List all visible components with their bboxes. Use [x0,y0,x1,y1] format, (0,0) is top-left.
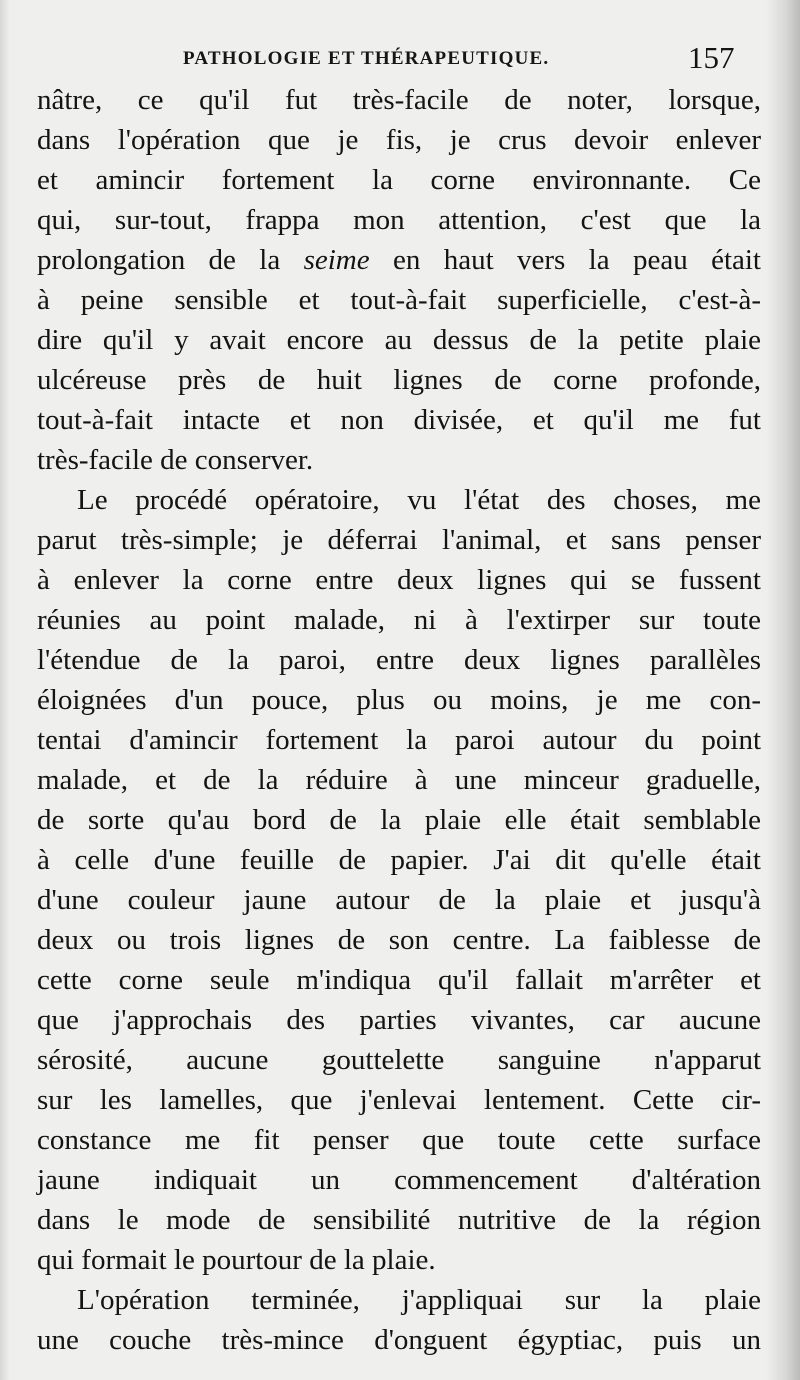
text-line: parut très-simple; je déferrai l'animal, et sans penser [37,524,761,556]
body-text [37,80,761,1360]
text-line: éloignées d'un pouce, plus ou moins, je me con- [37,684,761,716]
running-head: PATHOLOGIE ET THÉRAPEUTIQUE. [183,48,550,69]
text-line: une couche très-mince d'onguent égyptiac, puis un [37,1324,761,1356]
text-line: ulcéreuse près de huit lignes de corne profonde, [37,364,761,396]
page-edge-shadow [0,0,10,1380]
text-line: réunies au point malade, ni à l'extirper sur toute [37,604,761,636]
text-line: l'étendue de la paroi, entre deux lignes parallèles [37,644,761,676]
text-line: sur les lamelles, que j'enlevai lentement. Cette cir- [37,1084,761,1116]
page-number: 157 [688,40,735,75]
text-line: qui, sur-tout, frappa mon attention, c'est que la [37,204,761,236]
text-line: très-facile de conserver. [37,444,314,476]
text-line: à enlever la corne entre deux lignes qui se fussent [37,564,761,596]
text-line: d'une couleur jaune autour de la plaie et jusqu'à [37,884,761,916]
text-line: deux ou trois lignes de son centre. La faiblesse de [37,924,761,956]
paragraph-2 [37,480,761,1280]
text-line: L'opération terminée, j'appliquai sur la plaie [77,1284,761,1316]
text-line: malade, et de la réduire à une minceur graduelle, [37,764,761,796]
italic-term: seime [303,244,370,276]
paragraph-3 [37,1280,761,1360]
text-run: en haut vers la peau était [369,244,761,276]
text-line: dans l'opération que je fis, je crus devoir enlever [37,124,761,156]
text-line [37,240,761,280]
text-line: de sorte qu'au bord de la plaie elle était semblable [37,804,761,836]
text-line: à peine sensible et tout-à-fait superficielle, c'est-à- [37,284,761,316]
text-line: qui formait le pourtour de la plaie. [37,1244,436,1276]
text-line: cette corne seule m'indiqua qu'il fallait m'arrêter et [37,964,761,996]
text-line: constance me fit penser que toute cette surface [37,1124,761,1156]
text-line: dans le mode de sensibilité nutritive de la région [37,1204,761,1236]
text-line: dire qu'il y avait encore au dessus de la petite plaie [37,324,761,356]
text-run: prolongation de la [37,244,304,276]
text-line: jaune indiquait un commencement d'altération [37,1164,761,1196]
text-line: et amincir fortement la corne environnante. Ce [37,164,761,196]
text-line: tout-à-fait intacte et non divisée, et qu'il me fut [37,404,761,436]
text-line: que j'approchais des parties vivantes, car aucune [37,1004,761,1036]
text-line: sérosité, aucune gouttelette sanguine n'apparut [37,1044,761,1076]
text-line: tentai d'amincir fortement la paroi autour du point [37,724,761,756]
paragraph-1 [37,80,761,480]
text-line: à celle d'une feuille de papier. J'ai dit qu'elle était [37,844,761,876]
spine-shadow [766,0,800,1380]
text-line: Le procédé opératoire, vu l'état des choses, me [77,484,761,516]
text-line: nâtre, ce qu'il fut très-facile de noter, lorsque, [37,84,761,116]
